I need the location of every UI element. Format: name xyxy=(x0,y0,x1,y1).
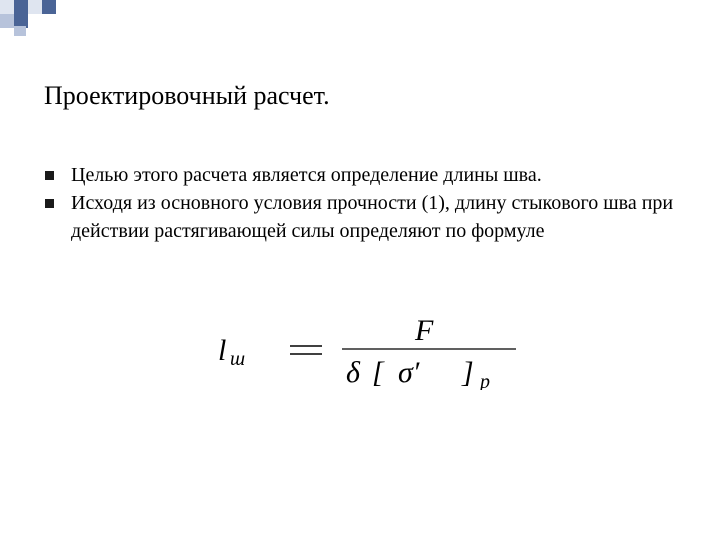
slide-title: Проектировочный расчет. xyxy=(44,81,330,110)
formula-lhs-subscript: ш xyxy=(230,348,246,370)
formula-denominator-sigma: σ′ xyxy=(398,356,420,389)
deco-square xyxy=(0,14,14,28)
formula-denominator-open-bracket: [ xyxy=(372,356,384,389)
formula-svg xyxy=(210,310,530,390)
deco-square xyxy=(28,0,42,14)
deco-square xyxy=(28,14,42,28)
bullet-item xyxy=(44,161,684,189)
decorative-square-band xyxy=(0,0,720,36)
formula-numerator: F xyxy=(415,314,434,347)
square-bullet-icon xyxy=(45,199,54,208)
bullet-list xyxy=(44,161,684,245)
deco-square xyxy=(0,0,14,14)
formula-denominator-delta: δ xyxy=(346,356,360,389)
bullet-text: Целью этого расчета является определение длины шва. xyxy=(71,164,542,186)
bullet-item xyxy=(44,189,684,245)
formula-lhs-symbol: l xyxy=(218,334,227,367)
bullet-text: Исходя из основного условия прочности (1), длину стыкового шва при действии растягивающей силы определяют по формуле xyxy=(71,192,674,242)
deco-square xyxy=(14,0,28,14)
formula-denominator-subscript: p xyxy=(480,371,490,390)
formula-denominator-close-bracket: ] xyxy=(462,356,474,389)
square-bullet-icon xyxy=(45,171,54,180)
deco-square xyxy=(42,0,56,14)
weld-length-formula xyxy=(210,310,530,390)
deco-square xyxy=(14,26,26,36)
